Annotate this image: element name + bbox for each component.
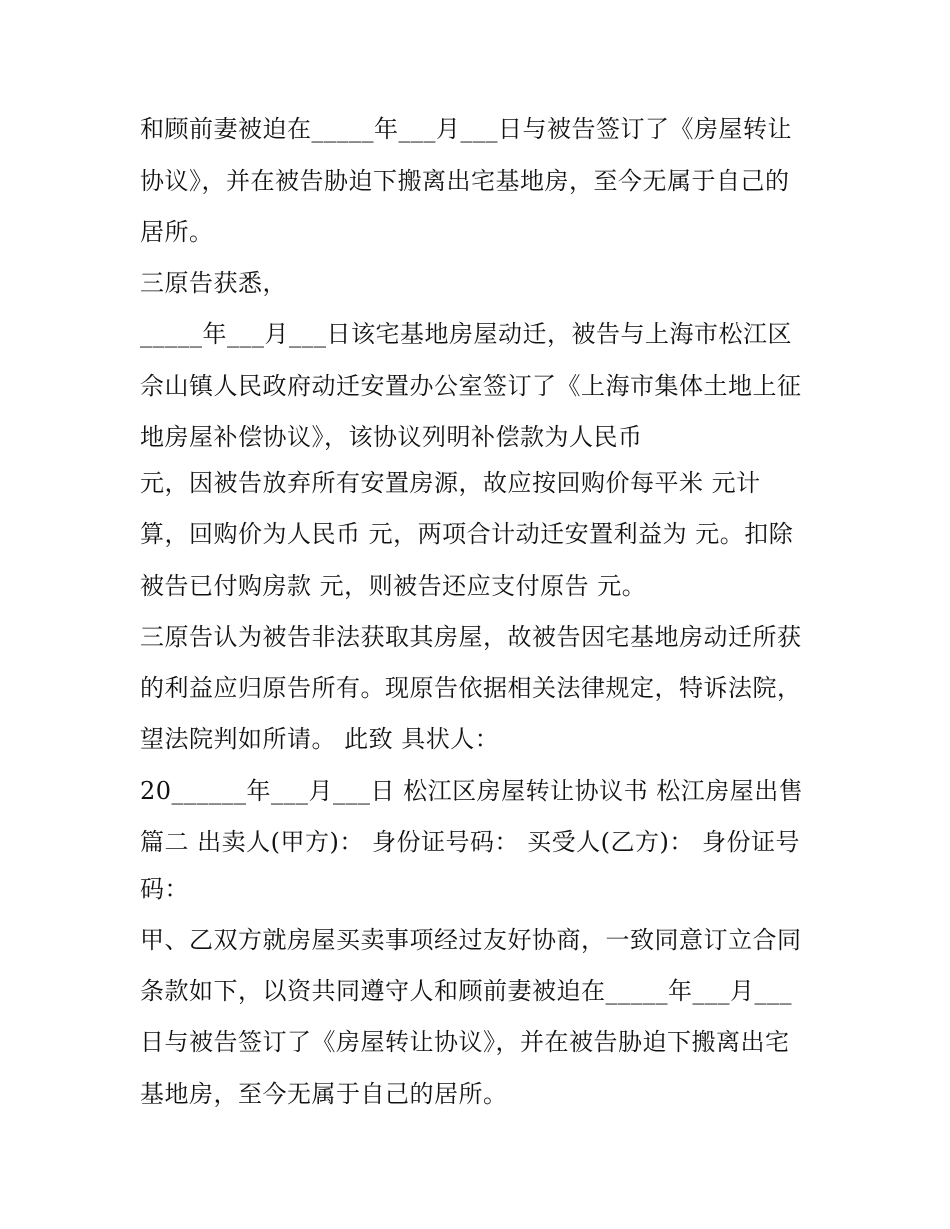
text-line-6: 佘山镇人民政府动迁安置办公室签订了《上海市集体土地上征 — [140, 372, 802, 400]
text-line-20: 基地房，至今无属于自己的居所。 — [140, 1080, 508, 1108]
text-line-13: 望法院判如所请。 此致 具状人： — [140, 725, 500, 753]
text-line-2: 协议》，并在被告胁迫下搬离出宅基地房，至今无属于自己的 — [140, 167, 790, 195]
text-line-19: 日与被告签订了《房屋转让协议》，并在被告胁迫下搬离出宅 — [140, 1028, 790, 1056]
text-line-11: 三原告认为被告非法获取其房屋，故被告因宅基地房动迁所获 — [140, 623, 802, 651]
text-line-12: 的利益应归原告所有。现原告依据相关法律规定，特诉法院， — [140, 674, 802, 702]
text-line-8: 元，因被告放弃所有安置房源，故应按回购价每平米 元计 — [140, 469, 761, 497]
text-line-18: 条款如下，以资共同遵守人和顾前妻被迫在_____年___月___ — [140, 977, 792, 1005]
text-line-1: 和顾前妻被迫在_____年___月___日与被告签订了《房屋转让 — [140, 115, 792, 143]
text-line-14: 20______年___月___日 松江区房屋转让协议书 松江房屋出售 — [140, 777, 804, 805]
text-line-5: _____年___月___日该宅基地房屋动迁，被告与上海市松江区 — [140, 320, 792, 348]
text-line-17: 甲、乙双方就房屋买卖事项经过友好协商，一致同意订立合同 — [140, 926, 802, 954]
text-line-16: 码： — [140, 875, 189, 903]
text-line-10: 被告已付购房款 元，则被告还应支付原告 元。 — [140, 572, 647, 600]
text-line-7: 地房屋补偿协议》，该协议列明补偿款为人民币 — [140, 423, 643, 451]
text-line-4: 三原告获悉， — [140, 269, 287, 297]
text-line-15: 篇二 出卖人(甲方)： 身份证号码： 买受人(乙方)： 身份证号 — [140, 828, 800, 856]
text-line-9: 算，回购价为人民币 元，两项合计动迁安置利益为 元。扣除 — [140, 520, 794, 548]
text-line-3: 居所。 — [140, 218, 214, 246]
